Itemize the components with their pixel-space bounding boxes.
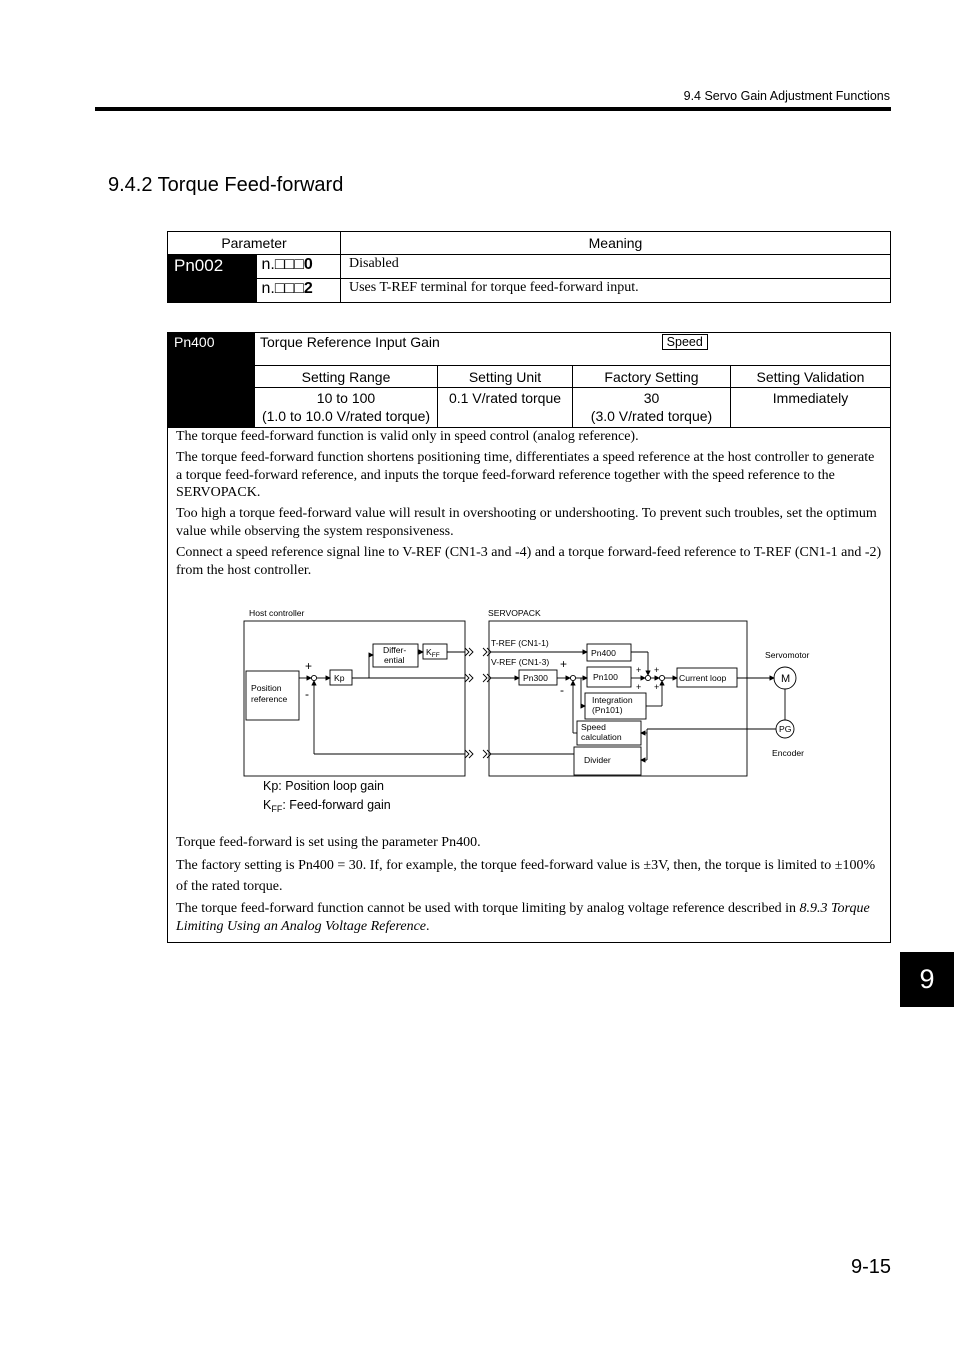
- setting-unit-header: Setting Unit: [438, 366, 573, 388]
- differential-label: Differ-: [383, 645, 407, 656]
- bottom-paragraph-1: Torque feed-forward is set using the parameter Pn400.: [176, 835, 481, 851]
- factory-setting-value: 30 (3.0 V/rated torque): [573, 388, 731, 428]
- position-reference-label-2: reference: [251, 694, 288, 705]
- current-loop-label: Current loop: [679, 673, 727, 684]
- pn400-name-cell: [255, 333, 891, 366]
- kp-label: Kp: [334, 673, 345, 684]
- integration-label-2: (Pn101): [592, 705, 623, 716]
- sum1-plus: +: [305, 659, 313, 674]
- servopack-label: SERVOPACK: [488, 608, 541, 619]
- section-title: 9.4.2 Torque Feed-forward: [108, 174, 344, 196]
- integration-label: Integration: [592, 695, 633, 706]
- cross-reference[interactable]: 8.9.3 Torque Limiting Using an Analog Voltage Reference: [176, 901, 870, 934]
- col-meaning-header: Meaning: [341, 232, 891, 255]
- pn400-label: Pn400: [591, 648, 616, 659]
- running-header: 9.4 Servo Gain Adjustment Functions: [683, 89, 890, 103]
- host-controller-label: Host controller: [249, 608, 305, 619]
- meaning-option-0: Disabled: [341, 255, 891, 279]
- sum3-plus-2: +: [636, 682, 642, 693]
- tref-label: T-REF (CN1-1): [491, 638, 549, 649]
- encoder-label: Encoder: [772, 748, 805, 759]
- page-number: 9-15: [850, 1256, 891, 1278]
- block-diagram: [176, 582, 882, 834]
- differential-label-2: ential: [384, 655, 405, 666]
- motor-label: M: [781, 673, 791, 686]
- pn100-label: Pn100: [593, 672, 618, 683]
- sum1-minus: -: [305, 687, 309, 702]
- setting-validation-value: Immediately: [731, 388, 891, 428]
- pn300-label: Pn300: [523, 673, 548, 684]
- legend-kp: Kp: Position loop gain: [263, 779, 384, 794]
- block-diagram-svg: [168, 582, 874, 834]
- bottom-description: [176, 834, 882, 935]
- description-paragraph-2: The torque feed-forward function shortens positioning time, differentiates a speed reference at the host controller to generate a torque feed-forward reference, and inputs the torque feed-forward reference together with the speed reference to the SERVOPACK.: [176, 449, 875, 501]
- pg-label: PG: [779, 724, 792, 735]
- param-pn002: Pn002: [168, 255, 257, 303]
- legend-kff: $K_{FF}$: Feed-forward gain: [263, 798, 391, 815]
- setting-unit-value: 0.1 V/rated torque: [438, 388, 573, 428]
- kff-label: $K_{FF}$: [426, 647, 440, 660]
- code-option-0: n.□□□0: [256, 255, 340, 279]
- setting-range-value: 10 to 100 (1.0 to 10.0 V/rated torque): [255, 388, 438, 428]
- factory-setting-header: Factory Setting: [573, 366, 731, 388]
- description-cell: [168, 428, 891, 943]
- description-paragraph-3: Too high a torque feed-forward value will result in overshooting or undershooting. To prevent such troubles, set the optimum value while observing the system responsiveness.: [176, 506, 877, 539]
- description-paragraph-1: The torque feed-forward function is valid only in speed control (analog reference).: [176, 429, 639, 444]
- pn400-parameter-table: [167, 332, 891, 943]
- pn400-name: Torque Reference Input Gain: [260, 334, 440, 350]
- speed-calculation-label-2: calculation: [581, 732, 622, 743]
- meaning-option-2: Uses T-REF terminal for torque feed-forward input.: [341, 279, 891, 303]
- vref-label: V-REF (CN1-3): [491, 657, 550, 668]
- bottom-paragraph-2: The factory setting is Pn400 = 30. If, for example, the torque feed-forward value is ±3V, then, the torque is limited to ±100% of the rated torque.: [176, 858, 876, 895]
- sum4-plus: +: [654, 665, 660, 676]
- col-parameter-header: Parameter: [168, 232, 341, 255]
- chapter-tab: 9: [900, 952, 954, 1007]
- setting-range-header: Setting Range: [255, 366, 438, 388]
- setting-validation-header: Setting Validation: [731, 366, 891, 388]
- sum2-plus: +: [560, 657, 568, 672]
- divider-label: Divider: [584, 755, 611, 766]
- code-option-2: n.□□□2: [256, 279, 340, 303]
- sum4-plus-2: +: [654, 682, 660, 693]
- pn002-parameter-table: [167, 231, 891, 303]
- header-rule: [95, 107, 891, 111]
- sum3-plus: +: [636, 665, 642, 676]
- description-paragraph-4: Connect a speed reference signal line to V-REF (CN1-3 and -4) and a torque forward-feed reference to T-REF (CN1-1 and -2) from the host controller.: [176, 544, 882, 578]
- sum2-minus: -: [560, 683, 564, 698]
- bottom-paragraph-3: The torque feed-forward function cannot be used with torque limiting by analog voltage reference described in 8.9.3 Torque Limiting Using an Analog Voltage Reference.: [176, 901, 870, 934]
- param-pn400: Pn400: [168, 333, 255, 428]
- speed-calculation-label: Speed: [581, 722, 606, 733]
- position-reference-label: Position: [251, 683, 282, 694]
- servomotor-label: Servomotor: [765, 650, 810, 661]
- speed-mode-badge: Speed: [662, 334, 708, 350]
